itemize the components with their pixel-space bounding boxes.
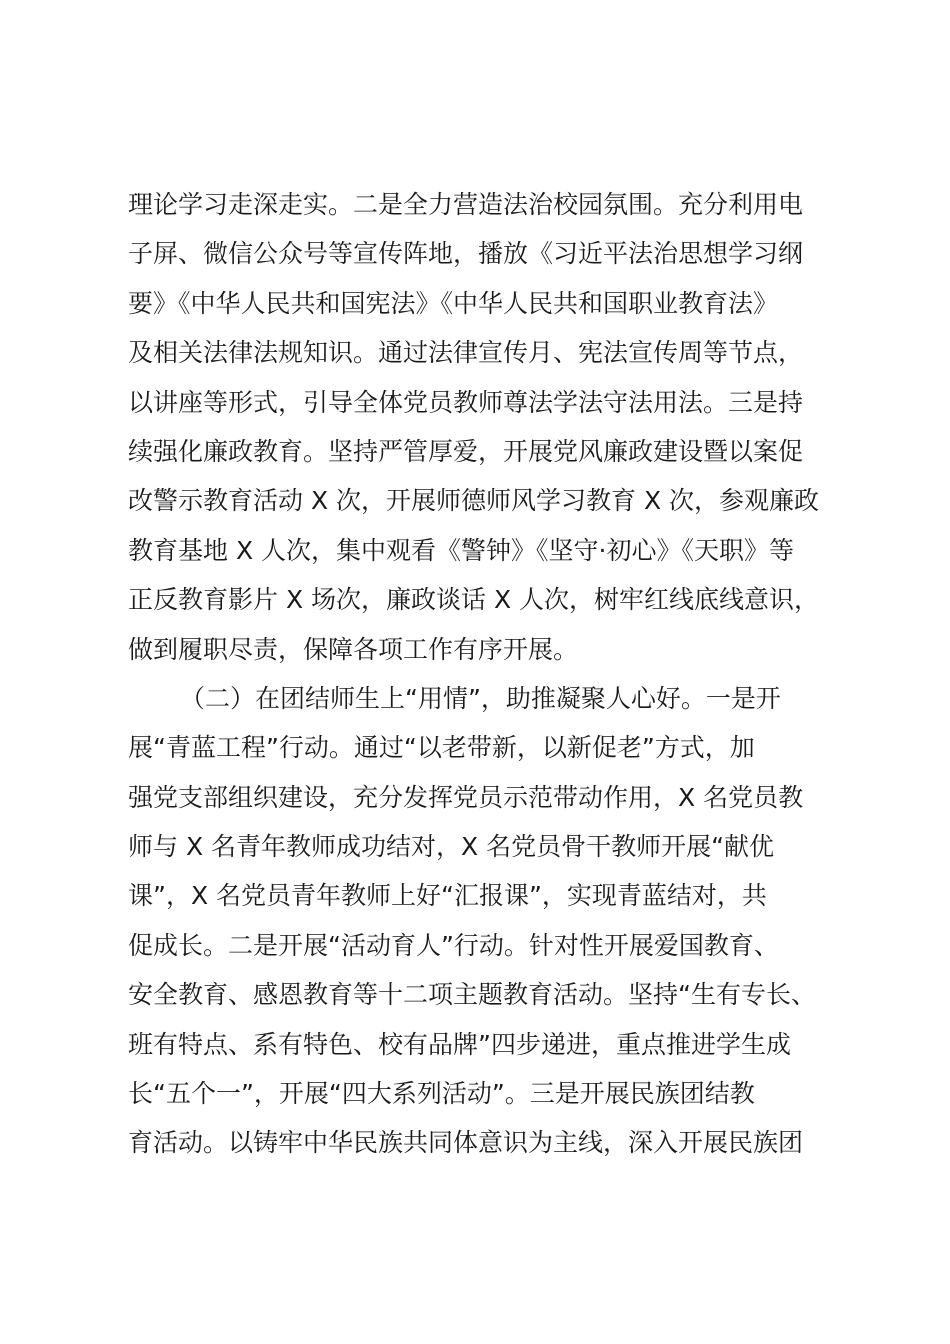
text-line: 要》《中华人民共和国宪法》《中华人民共和国职业教育法》 [128, 288, 779, 318]
text-line: 改警示教育活动 X 次，开展师德师风学习教育 X 次，参观廉政 [128, 486, 820, 516]
text-line: 育活动。以铸牢中华民族共同体意识为主线，深入开展民族团 [128, 1128, 804, 1158]
text-line: 安全教育、感恩教育等十二项主题教育活动。坚持“生有专长、 [128, 980, 816, 1010]
body-text [128, 180, 848, 1168]
text-line: 班有特点、系有特色、校有品牌”四步递进，重点推进学生成 [128, 1029, 791, 1059]
text-line: 以讲座等形式，引导全体党员教师尊法学法守法用法。三是持 [128, 387, 804, 417]
text-line: 正反教育影片 X 场次，廉政谈话 X 人次，树牢红线底线意识， [128, 585, 820, 615]
text-line: 促成长。二是开展“活动育人”行动。针对性开展爱国教育、 [128, 930, 779, 960]
text-line: 做到履职尽责，保障各项工作有序开展。 [128, 634, 579, 664]
text-line: 师与 X 名青年教师成功结对，X 名党员骨干教师开展“献优 [128, 832, 775, 862]
text-line: 强党支部组织建设，充分发挥党员示范带动作用，X 名党员教 [128, 782, 804, 812]
text-line: 教育基地 X 人次，集中观看《警钟》《坚守·初心》《天职》等 [128, 535, 794, 565]
section-heading-line: （二）在团结师生上“用情”，助推凝聚人心好。一是开 [180, 683, 781, 713]
text-line: 课”，X 名党员青年教师上好“汇报课”，实现青蓝结对，共 [128, 881, 767, 911]
text-line: 子屏、微信公众号等宣传阵地，播放《习近平法治思想学习纲 [128, 239, 804, 269]
text-line: 理论学习走深走实。二是全力营造法治校园氛围。充分利用电 [128, 190, 804, 219]
text-line: 续强化廉政教育。坚持严管厚爱，开展党风廉政建设暨以案促 [128, 436, 804, 466]
text-line: 展“青蓝工程”行动。通过“以老带新，以新促老”方式，加 [128, 733, 755, 763]
text-line: 长“五个一”，开展“四大系列活动”。三是开展民族团结教 [128, 1079, 755, 1109]
text-line: 及相关法律法规知识。通过法律宣传月、宪法宣传周等节点， [128, 338, 804, 368]
